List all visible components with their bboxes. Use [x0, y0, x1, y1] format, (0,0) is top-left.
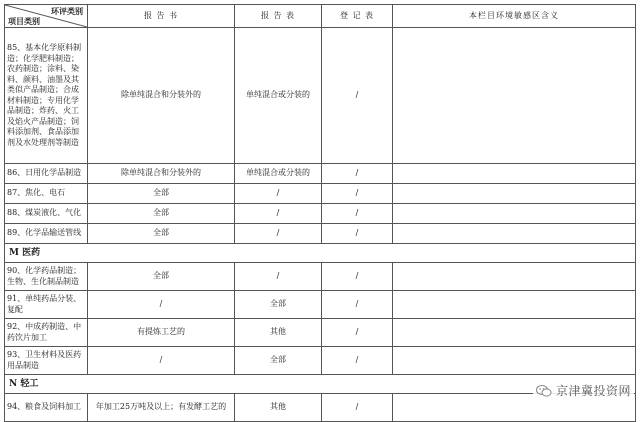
row-sensitive-area — [393, 164, 636, 184]
table-row — [5, 319, 636, 347]
row-name: 85、基本化学原料制造；化学肥料制造；农药制造；涂料、染料、颜料、油墨及其类似产品制造；合成材料制造；专用化学品制造；炸药、火工及焰火产品制造；饲料添加剂、食品添加剂及水处理剂等制造 — [5, 28, 88, 164]
table-row — [5, 204, 636, 224]
header-registration: 登 记 表 — [322, 5, 393, 28]
header-diagonal-cell — [5, 5, 88, 28]
row-registration: / — [322, 164, 393, 184]
row-sensitive-area — [393, 319, 636, 347]
row-report-form: 全部 — [235, 291, 322, 319]
row-sensitive-area — [393, 184, 636, 204]
header-report-book: 报 告 书 — [88, 5, 235, 28]
row-registration: / — [322, 291, 393, 319]
classification-table — [4, 4, 636, 422]
table-row — [5, 347, 636, 375]
row-name: 89、化学品输送管线 — [5, 224, 88, 244]
row-name: 94、粮食及饲料加工 — [5, 394, 88, 422]
row-report-form: 全部 — [235, 347, 322, 375]
table-row — [5, 263, 636, 291]
row-sensitive-area — [393, 263, 636, 291]
row-registration: / — [322, 224, 393, 244]
row-report-book: 除单纯混合和分装外的 — [88, 28, 235, 164]
row-sensitive-area — [393, 204, 636, 224]
row-name: 87、焦化、电石 — [5, 184, 88, 204]
row-report-form: 单纯混合或分装的 — [235, 164, 322, 184]
row-report-form: / — [235, 224, 322, 244]
row-report-book: / — [88, 347, 235, 375]
row-report-book: 全部 — [88, 184, 235, 204]
table-row — [5, 184, 636, 204]
row-report-form: 其他 — [235, 394, 322, 422]
row-registration: / — [322, 204, 393, 224]
row-registration: / — [322, 263, 393, 291]
row-report-book: 全部 — [88, 224, 235, 244]
table-row — [5, 291, 636, 319]
header-diag-bottom: 项目类别 — [8, 15, 40, 26]
row-report-book: / — [88, 291, 235, 319]
row-report-book: 全部 — [88, 204, 235, 224]
row-name: 93、卫生材料及医药用品制造 — [5, 347, 88, 375]
row-report-form: / — [235, 184, 322, 204]
row-name: 88、煤炭液化、气化 — [5, 204, 88, 224]
row-report-form: 单纯混合或分装的 — [235, 28, 322, 164]
row-registration: / — [322, 28, 393, 164]
row-registration: / — [322, 184, 393, 204]
header-row — [5, 5, 636, 28]
header-report-form: 报 告 表 — [235, 5, 322, 28]
row-registration: / — [322, 347, 393, 375]
watermark-text: 京津冀投资网 — [555, 384, 631, 398]
row-report-form: / — [235, 263, 322, 291]
header-sensitive-area: 本栏目环境敏感区含义 — [393, 5, 636, 28]
table-row — [5, 164, 636, 184]
row-name: 90、化学药品制造；生物、生化制品制造 — [5, 263, 88, 291]
row-name: 91、单纯药品分装、复配 — [5, 291, 88, 319]
table-row — [5, 28, 636, 164]
row-report-book: 全部 — [88, 263, 235, 291]
row-report-book: 年加工25万吨及以上；有发酵工艺的 — [88, 394, 235, 422]
row-sensitive-area — [393, 28, 636, 164]
wechat-icon — [536, 384, 552, 398]
row-registration: / — [322, 394, 393, 422]
row-sensitive-area — [393, 291, 636, 319]
row-registration: / — [322, 319, 393, 347]
category-label: N 轻工 — [5, 375, 636, 394]
table-row — [5, 224, 636, 244]
row-report-form: / — [235, 204, 322, 224]
row-report-book: 除单纯混合和分装外的 — [88, 164, 235, 184]
row-report-book: 有提炼工艺的 — [88, 319, 235, 347]
row-sensitive-area — [393, 347, 636, 375]
watermark — [533, 381, 634, 400]
row-name: 86、日用化学品制造 — [5, 164, 88, 184]
row-report-form: 其他 — [235, 319, 322, 347]
header-diag-top: 环评类别 — [51, 6, 83, 16]
category-label: M 医药 — [5, 244, 636, 263]
category-row-m — [5, 244, 636, 263]
row-name: 92、中成药制造、中药饮片加工 — [5, 319, 88, 347]
row-sensitive-area — [393, 224, 636, 244]
